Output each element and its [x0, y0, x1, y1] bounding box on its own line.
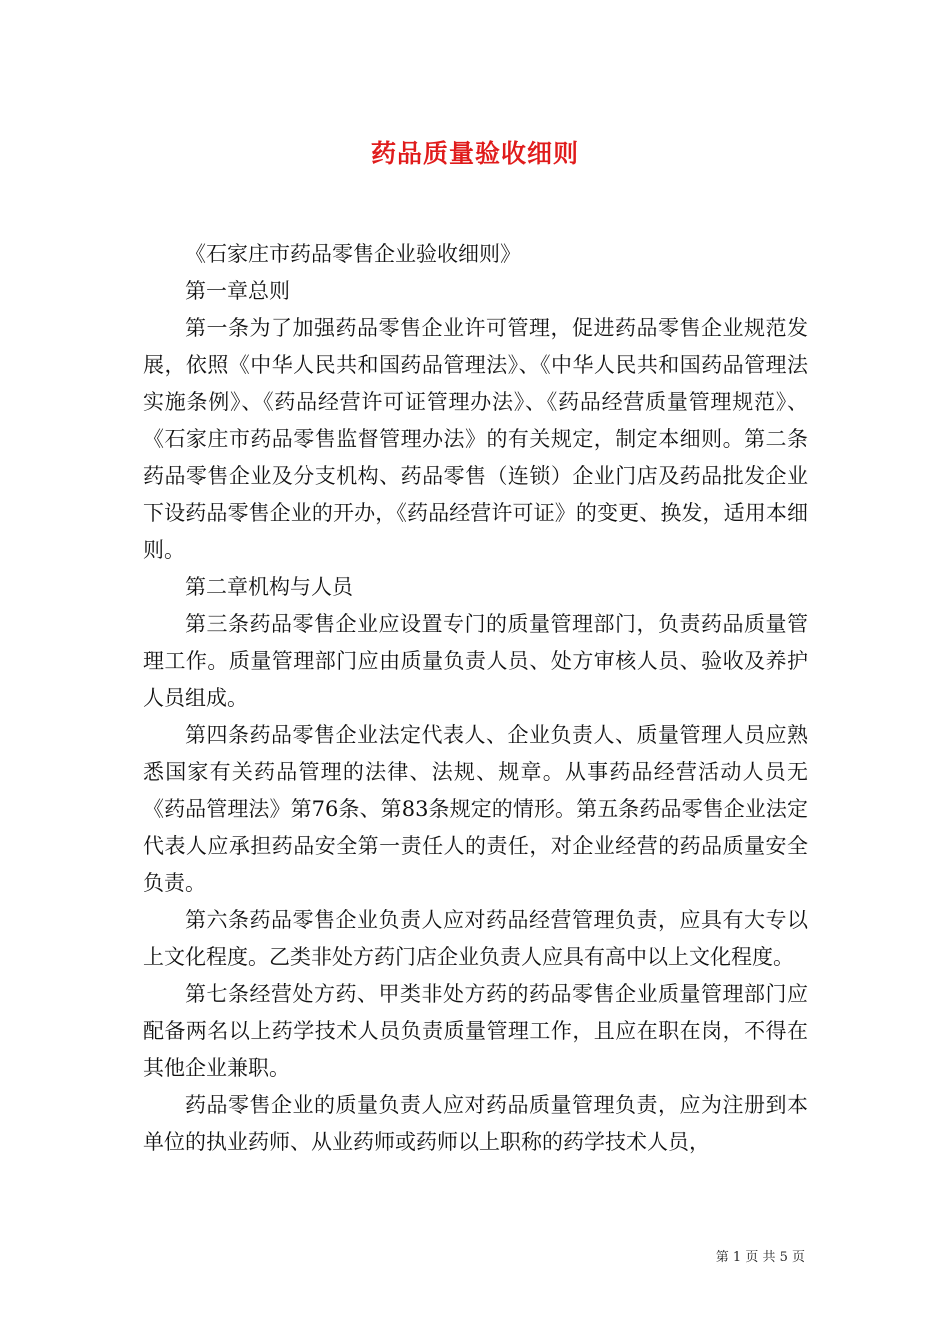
paragraph-article-4: 第四条药品零售企业法定代表人、企业负责人、质量管理人员应熟悉国家有关药品管理的法律、法规、规章。从事药品经营活动人员无《药品管理法》第76条、第83条规定的情形。第五条药品零售企业法定代表人应承担药品安全第一责任人的责任，对企业经营的药品质量安全负责。 [143, 723, 808, 895]
page-indicator: 第 1 页 共 5 页 [715, 1250, 805, 1265]
paragraph-source-title: 《石家庄市药品零售企业验收细则》 [185, 242, 521, 266]
paragraph-quality-lead: 药品零售企业的质量负责人应对药品质量管理负责，应为注册到本单位的执业药师、从业药师或药师以上职称的药学技术人员， [143, 1093, 808, 1154]
paragraph-article-3: 第三条药品零售企业应设置专门的质量管理部门，负责药品质量管理工作。质量管理部门应由质量负责人员、处方审核人员、验收及养护人员组成。 [143, 612, 808, 710]
document-body [143, 236, 808, 1161]
chapter-heading-general: 第一章总则 [185, 279, 290, 303]
paragraph-article-7: 第七条经营处方药、甲类非处方药的药品零售企业质量管理部门应配备两名以上药学技术人员负责质量管理工作，且应在职在岗，不得在其他企业兼职。 [143, 982, 808, 1080]
chapter-heading-organization: 第二章机构与人员 [185, 575, 353, 599]
paragraph-article-1: 第一条为了加强药品零售企业许可管理，促进药品零售企业规范发展，依照《中华人民共和国药品管理法》、《中华人民共和国药品管理法实施条例》、《药品经营许可证管理办法》、《药品经营质量管理规范》、《石家庄市药品零售监督管理办法》的有关规定，制定本细则。第二条药品零售企业及分支机构、药品零售（连锁）企业门店及药品批发企业下设药品零售企业的开办，《药品经营许可证》的变更、换发，适用本细则。 [143, 316, 808, 562]
document-title: 药品质量验收细则 [370, 139, 579, 168]
paragraph-article-6: 第六条药品零售企业负责人应对药品经营管理负责，应具有大专以上文化程度。乙类非处方药门店企业负责人应具有高中以上文化程度。 [143, 908, 808, 969]
